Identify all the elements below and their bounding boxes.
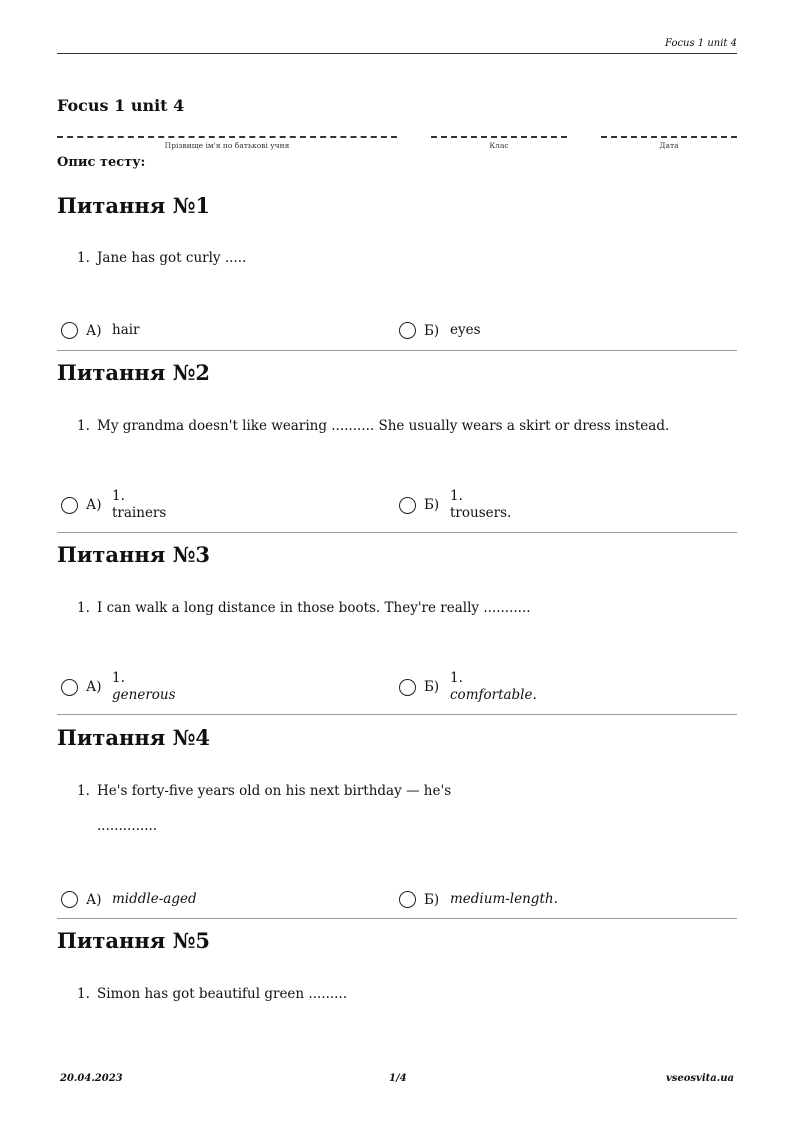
question-1 <box>57 193 737 353</box>
option-text: medium-length. <box>450 891 558 907</box>
question-divider <box>57 532 737 533</box>
question-title: Питання №1 <box>57 193 211 218</box>
question-divider <box>57 350 737 351</box>
footer-site: vseosvita.ua <box>665 1073 734 1084</box>
option-letter: Б) <box>424 891 440 908</box>
header-rule <box>57 53 737 54</box>
student-name-line <box>57 126 397 138</box>
option-letter: А) <box>86 679 102 695</box>
option-text: comfortable. <box>450 687 537 703</box>
question-prompt: I can walk a long distance in those boots. They're really ........... <box>97 600 531 616</box>
question-title: Питання №5 <box>57 928 211 953</box>
option-text-block <box>450 670 537 704</box>
header-title: Focus 1 unit 4 <box>665 38 737 49</box>
question-text <box>77 409 669 444</box>
option-letter: Б) <box>424 497 440 513</box>
question-text <box>77 774 451 844</box>
question-number: 1. <box>77 986 90 1002</box>
radio-button-icon[interactable] <box>61 322 78 339</box>
option-letter: А) <box>86 322 102 339</box>
question-prompt: Simon has got beautiful green ......... <box>97 986 348 1002</box>
test-description-label: Опис тесту: <box>57 155 146 170</box>
option-letter: А) <box>86 891 102 908</box>
question-number: 1. <box>77 783 90 799</box>
question-prompt: He's forty-five years old on his next birthday — he's <box>97 783 452 799</box>
question-prompt: Jane has got curly ..... <box>97 250 247 266</box>
question-title: Питання №3 <box>57 542 211 567</box>
radio-button-icon[interactable] <box>61 679 78 696</box>
radio-button-icon[interactable] <box>399 497 416 514</box>
question-text <box>77 591 531 626</box>
question-prompt-continuation: .............. <box>97 818 158 834</box>
question-title: Питання №4 <box>57 725 211 750</box>
class-line <box>431 126 567 138</box>
question-number: 1. <box>77 418 90 434</box>
option-b[interactable] <box>399 322 481 339</box>
class-field[interactable] <box>431 126 567 150</box>
option-number: 1. <box>112 488 125 504</box>
test-page <box>57 0 737 1123</box>
option-text: middle-aged <box>112 891 197 907</box>
option-letter: Б) <box>424 322 440 339</box>
date-field[interactable] <box>601 126 737 150</box>
radio-button-icon[interactable] <box>399 322 416 339</box>
option-a[interactable] <box>61 322 140 339</box>
option-text-block <box>112 670 176 704</box>
option-b[interactable] <box>399 488 511 522</box>
option-a[interactable] <box>61 488 166 522</box>
date-label: Дата <box>659 141 679 150</box>
question-divider <box>57 918 737 919</box>
footer-date: 20.04.2023 <box>60 1073 123 1084</box>
question-2 <box>57 360 737 535</box>
option-number: 1. <box>450 670 463 686</box>
option-text: eyes <box>450 322 481 338</box>
option-b[interactable] <box>399 891 558 908</box>
question-number: 1. <box>77 600 90 616</box>
option-text-block <box>112 488 166 522</box>
option-text: trousers. <box>450 505 512 521</box>
question-prompt: My grandma doesn't like wearing .......... She usually wears a skirt or dress instead. <box>97 418 670 434</box>
option-text: generous <box>112 687 176 703</box>
footer-page-number: 1/4 <box>389 1073 407 1084</box>
option-b[interactable] <box>399 670 537 704</box>
question-3 <box>57 542 737 717</box>
radio-button-icon[interactable] <box>61 497 78 514</box>
option-letter: Б) <box>424 679 440 695</box>
radio-button-icon[interactable] <box>399 679 416 696</box>
date-line <box>601 126 737 138</box>
student-name-label: Прізвище ім'я по батькові учня <box>164 141 290 150</box>
question-5 <box>57 928 737 1028</box>
option-letter: А) <box>86 497 102 513</box>
student-name-field[interactable] <box>57 126 397 150</box>
option-text: trainers <box>112 505 167 521</box>
radio-button-icon[interactable] <box>399 891 416 908</box>
question-text <box>77 977 347 1012</box>
document-title: Focus 1 unit 4 <box>57 96 185 115</box>
option-a[interactable] <box>61 891 197 908</box>
class-label: Клас <box>489 141 509 150</box>
signature-row <box>57 126 737 152</box>
question-number: 1. <box>77 250 90 266</box>
option-a[interactable] <box>61 670 176 704</box>
option-text-block <box>450 488 511 522</box>
question-divider <box>57 714 737 715</box>
option-number: 1. <box>450 488 463 504</box>
question-4 <box>57 725 737 921</box>
radio-button-icon[interactable] <box>61 891 78 908</box>
question-title: Питання №2 <box>57 360 211 385</box>
option-text: hair <box>112 322 140 338</box>
option-number: 1. <box>112 670 125 686</box>
question-text <box>77 241 246 276</box>
